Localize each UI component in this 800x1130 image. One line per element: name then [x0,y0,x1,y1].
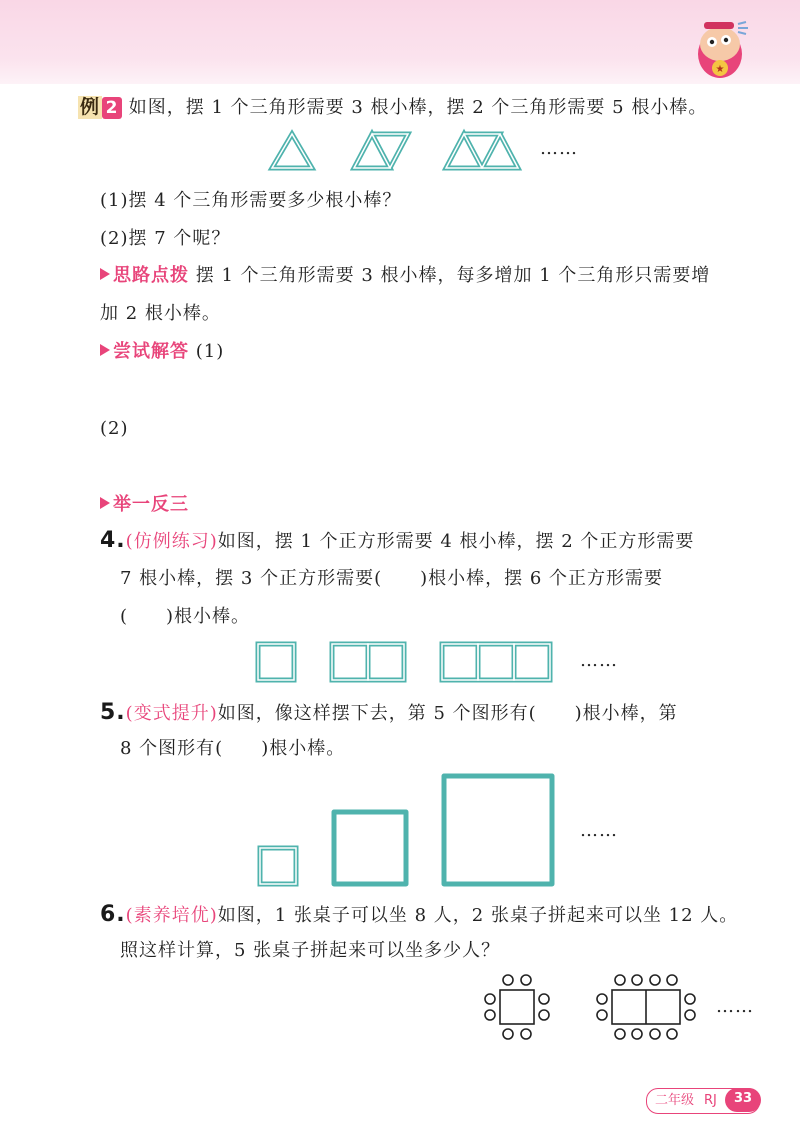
hint-line-1 [100,267,710,285]
hint-text-1: 摆 1 个三角形需要 3 根小棒，每多增加 1 个三角形只需要增 [195,265,711,286]
growing-ellipsis: …… [580,820,618,841]
example-question-2: (2)摆 7 个呢？ [100,228,231,249]
q6-tag: (素养培优) [125,905,218,926]
mascot-icon [690,14,752,82]
footer-edition: RJ [704,1093,717,1108]
hint-bullet-icon [100,268,110,280]
q4-line-3: ( )根小棒。 [120,606,251,627]
try-answer-line [100,343,224,361]
header-band [0,0,800,84]
tables-ellipsis: …… [716,996,754,1017]
q4-text-1: 如图，摆 1 个正方形需要 4 根小棒，摆 2 个正方形需要 [217,531,695,552]
triangles-ellipsis: …… [540,138,578,159]
q4-tag: (仿例练习) [125,531,218,552]
q5-line-1 [100,702,678,724]
try-label: 尝试解答 [113,341,189,362]
example-statement-line [78,96,707,119]
growing-squares-figure [250,768,570,892]
q5-text-1: 如图，像这样摆下去，第 5 个图形有( )根小棒，第 [217,703,678,724]
q5-line-2: 8 个图形有( )根小棒。 [120,738,346,759]
q4-line-1 [100,530,694,552]
q6-line-1 [100,904,738,926]
try-part-2: (2) [100,418,129,439]
example-label: 例 [80,96,101,118]
q5-tag: (变式提升) [125,703,218,724]
q6-line-2: 照这样计算，5 张桌子拼起来可以坐多少人？ [120,940,501,961]
footer-grade: 二年级 [655,1093,695,1108]
practice-section-header [100,496,189,514]
practice-label: 举一反三 [113,494,189,515]
footer-page-tag [646,1088,760,1114]
hint-label: 思路点拨 [113,265,189,286]
try-bullet-icon [100,344,110,356]
svg-text:★: ★ [715,64,725,75]
squares-ellipsis: …… [580,650,618,671]
example-question-1: (1)摆 4 个三角形需要多少根小棒？ [100,190,402,211]
q6-number: 6. [100,902,126,927]
hint-line-2: 加 2 根小棒。 [100,303,221,324]
q4-number: 4. [100,528,126,553]
practice-bullet-icon [100,497,110,509]
q5-number: 5. [100,700,126,725]
example-statement: 如图，摆 1 个三角形需要 3 根小棒，摆 2 个三角形需要 5 根小棒。 [128,97,708,118]
page-number: 33 [725,1088,761,1112]
tables-seating-figure [484,972,704,1044]
q6-text-1: 如图，1 张桌子可以坐 8 人，2 张桌子拼起来可以坐 12 人。 [217,905,739,926]
q4-line-2: 7 根小棒，摆 3 个正方形需要( )根小棒，摆 6 个正方形需要 [120,568,664,589]
square-sticks-figure [252,638,582,688]
try-part-1: (1) [195,341,225,362]
example-number: 2 [102,97,122,119]
